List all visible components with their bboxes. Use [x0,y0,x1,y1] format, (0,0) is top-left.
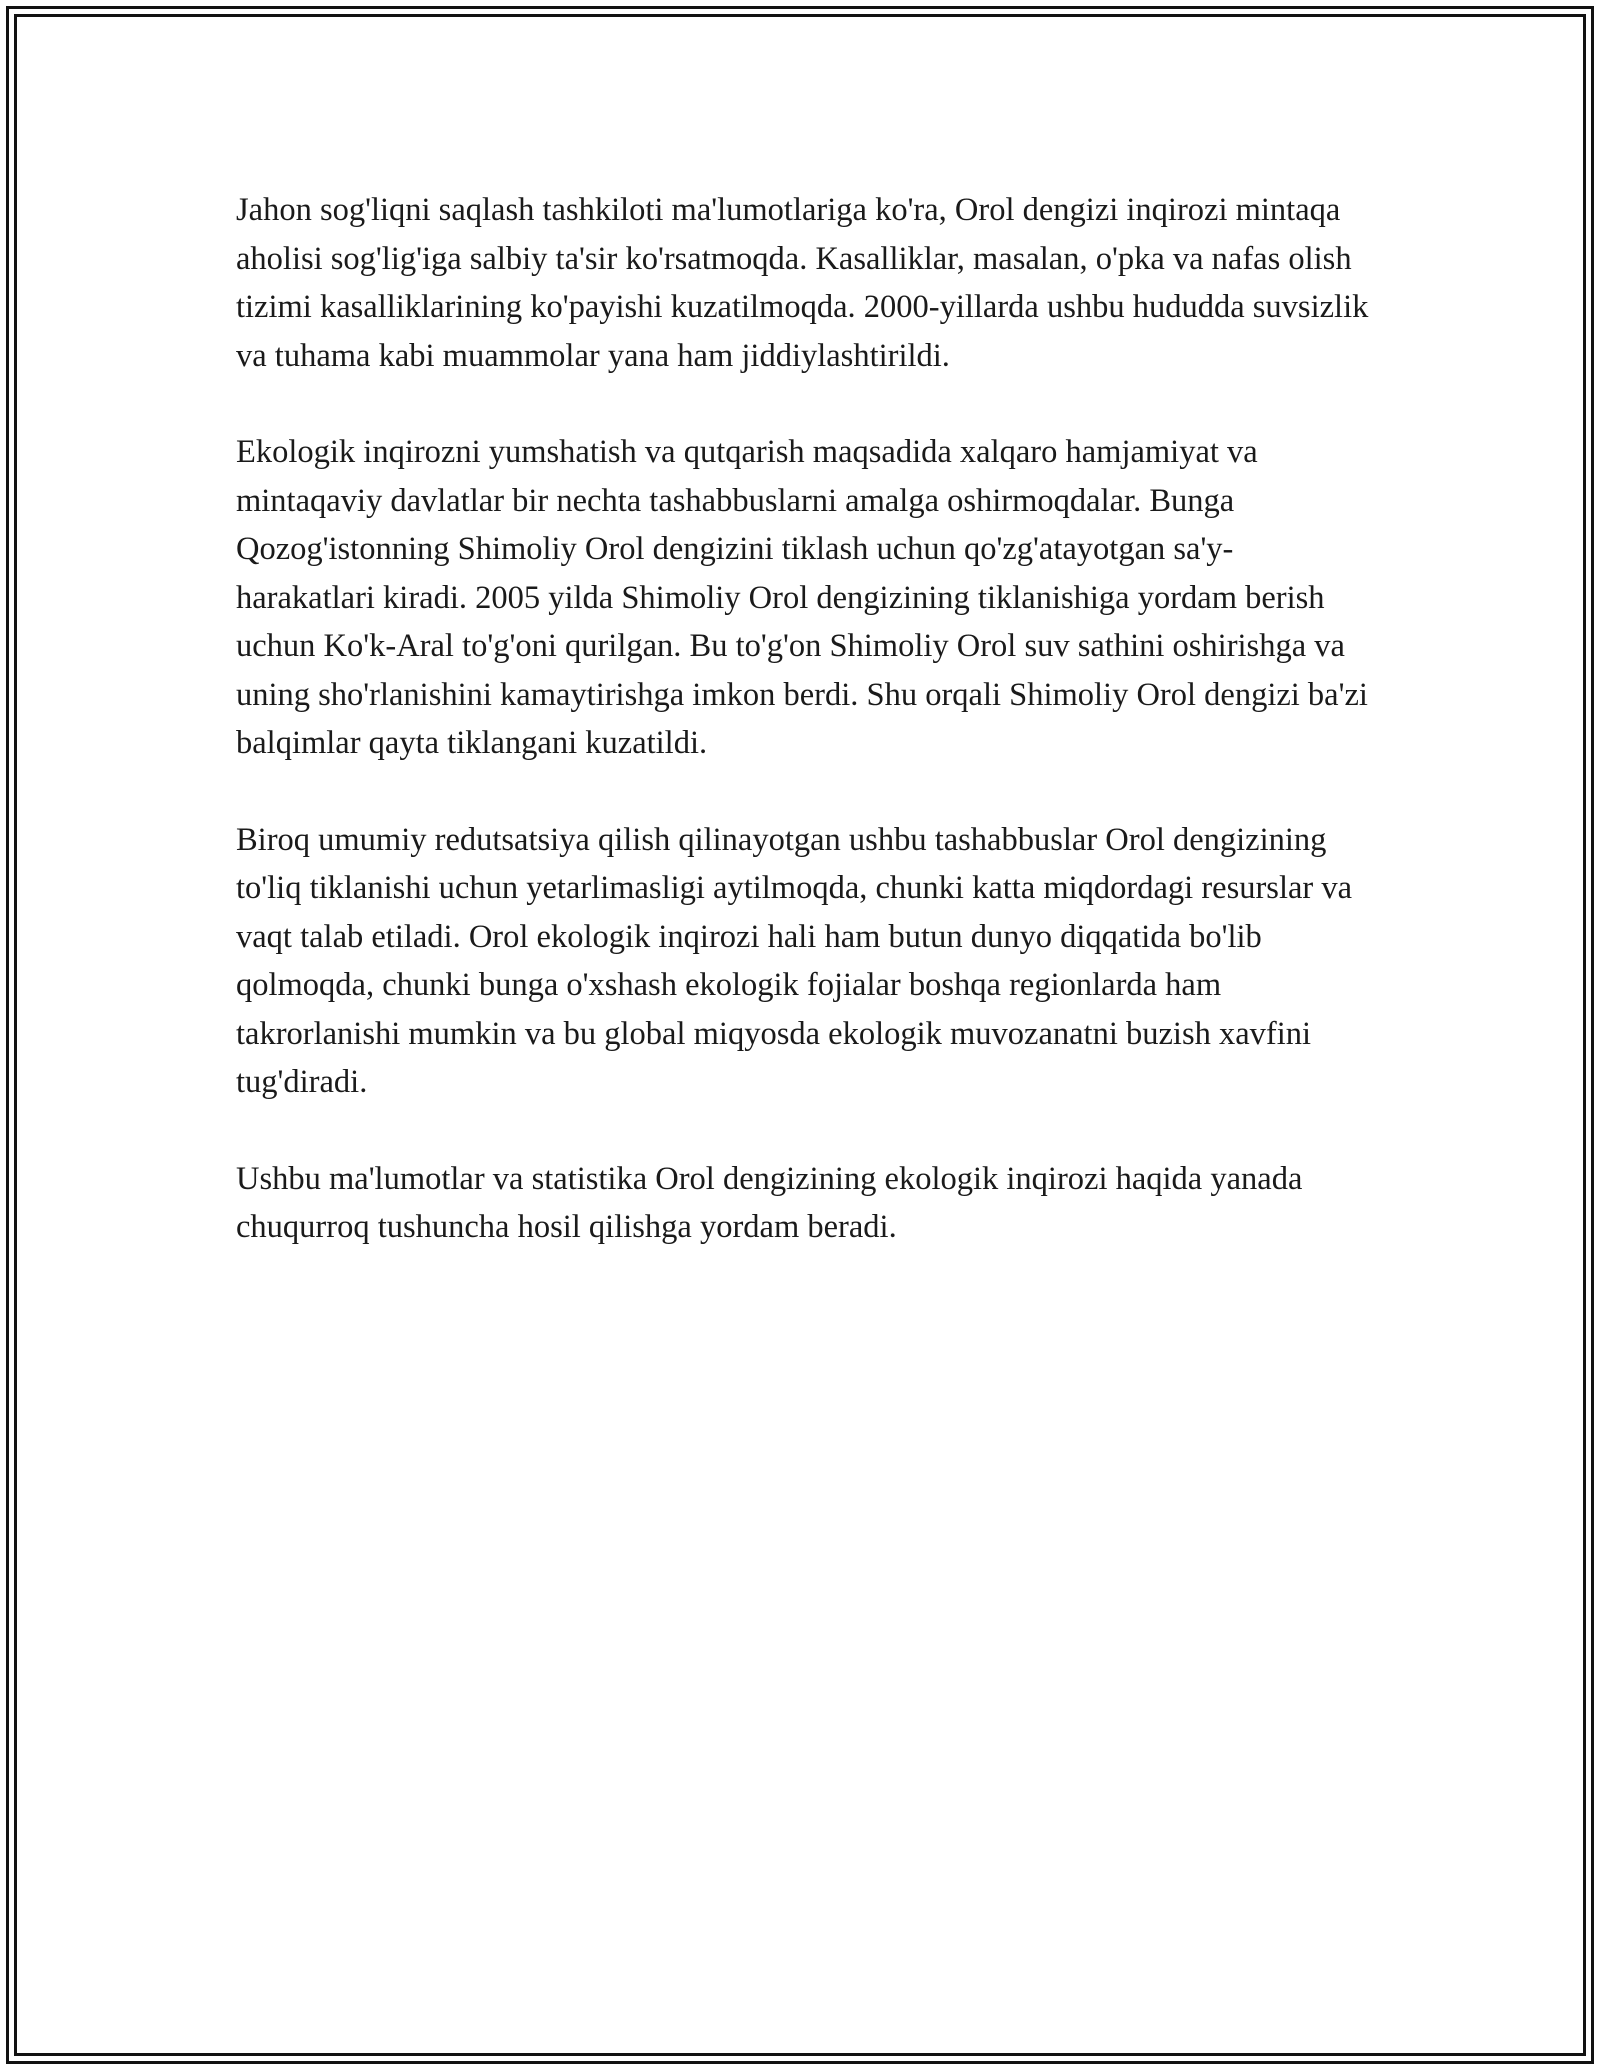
paragraph-restoration-initiatives: Ekologik inqirozni yumshatish va qutqarish maqsadida xalqaro hamjamiyat va mintaqaviy davlatlar bir nechta tashabbuslarni amalga oshirmoqdalar. Bunga Qozog'istonning Shimoliy Orol dengizini tiklash uchun qo'zg'atayotgan sa'y-harakatlari kiradi. 2005 yilda Shimoliy Orol dengizining tiklanishiga yordam berish uchun Ko'k-Aral to'g'oni qurilgan. Bu to'g'on Shimoliy Orol suv sathini oshirishga va uning sho'rlanishini kamaytirishga imkon berdi. Shu orqali Shimoliy Orol dengizi ba'zi balqimlar qayta tiklangani kuzatildi. [236,434,1368,761]
document-body [236,186,1371,1300]
paragraph-conclusion: Ushbu ma'lumotlar va statistika Orol dengizining ekologik inqirozi haqida yanada chuqurroq tushuncha hosil qilishga yordam beradi. [236,1160,1303,1245]
paragraph-insufficiency: Biroq umumiy redutsatsiya qilish qilinayotgan ushbu tashabbuslar Orol dengizining to'liq tiklanishi uchun yetarlimasligi aytilmoqda, chunki katta miqdordagi resurslar va vaqt talab etiladi. Orol ekologik inqirozi hali ham butun dunyo diqqatida bo'lib qolmoqda, chunki bunga o'xshash ekologik fojialar boshqa regionlarda ham takrorlanishi mumkin va bu global miqyosda ekologik muvozanatni buzish xavfini tug'diradi. [236,821,1353,1100]
paragraph-health-impact: Jahon sog'liqni saqlash tashkiloti ma'lumotlariga ko'ra, Orol dengizi inqirozi mintaqa aholisi sog'lig'iga salbiy ta'sir ko'rsatmoqda. Kasalliklar, masalan, o'pka va nafas olish tizimi kasalliklarining ko'payishi kuzatilmoqda. 2000-yillarda ushbu hududda suvsizlik va tuhama kabi muammolar yana ham jiddiylashtirildi. [236,192,1369,374]
